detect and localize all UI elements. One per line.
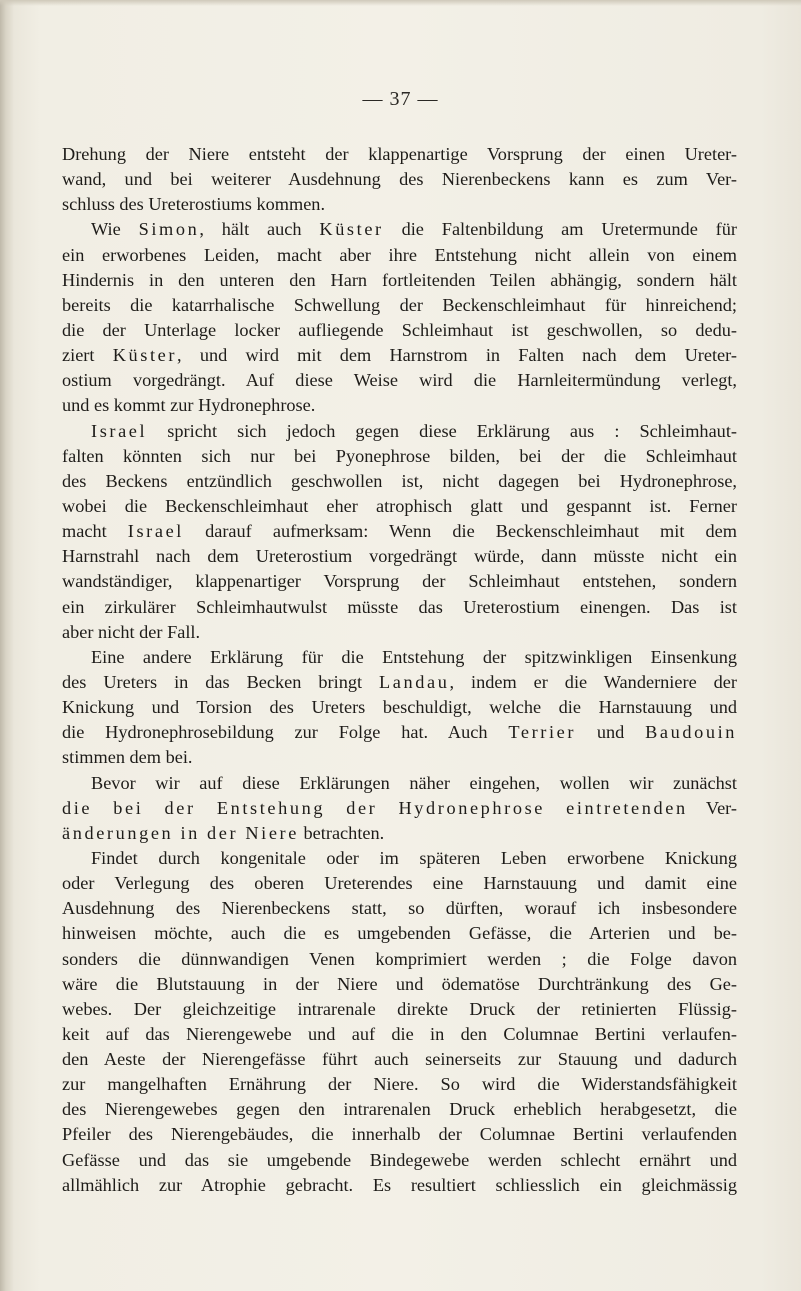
text-line: wandständiger, klappenartiger Vorsprung der Schleimhaut entstehen, sondern bbox=[62, 571, 737, 592]
text-line: schluss des Ureterostiums kommen. bbox=[62, 194, 326, 215]
text-line: Pfeiler des Nierengebäudes, die innerhalb der Columnae Bertini verlaufenden bbox=[62, 1124, 737, 1145]
text-line: die Hydronephrosebildung zur Folge hat. Auch Terrier und Baudouin bbox=[62, 722, 737, 743]
text-line: des Beckens entzündlich geschwollen ist, nicht dagegen bei Hydronephrose, bbox=[62, 470, 737, 491]
text-line: wand, und bei weiterer Ausdehnung des Nierenbeckens kann es zum Ver- bbox=[62, 169, 737, 190]
text-line: Drehung der Niere entsteht der klappenartige Vorsprung der einen Ureter- bbox=[62, 144, 737, 164]
author-name: Terrier bbox=[508, 722, 577, 743]
text-line: und es kommt zur Hydronephrose. bbox=[62, 395, 316, 416]
text-line: Ausdehnung des Nierenbeckens statt, so dürften, worauf ich insbesondere bbox=[62, 898, 737, 919]
text-line: Wie Simon, hält auch Küster die Faltenbildung am Uretermunde für bbox=[91, 219, 737, 240]
spine-shadow bbox=[0, 0, 14, 1291]
text-line: Findet durch kongenitale oder im späteren Leben erworbene Knickung bbox=[91, 847, 737, 868]
text-line: allmählich zur Atrophie gebracht. Es resultiert schliesslich ein gleichmässig bbox=[62, 1174, 737, 1195]
text-line: des Nierengewebes gegen den intrarenalen Druck erheblich herabgesetzt, die bbox=[62, 1099, 737, 1120]
text-line: sonders die dünnwandigen Venen komprimiert werden ; die Folge davon bbox=[62, 948, 737, 969]
text-line: ziert Küster, und wird mit dem Harnstrom in Falten nach dem Ureter- bbox=[62, 345, 737, 366]
text-line: Knickung und Torsion des Ureters beschuldigt, welche die Harnstauung und bbox=[62, 697, 737, 718]
text-line: Eine andere Erklärung für die Entstehung der spitzwinkligen Einsenkung bbox=[91, 646, 737, 667]
text-line: den Aeste der Nierengefässe führt auch seinerseits zur Stauung und dadurch bbox=[62, 1049, 737, 1070]
text-line: stimmen dem bei. bbox=[62, 747, 193, 768]
emphasized-text: die bei der Entstehung der Hydronephrose eintretenden bbox=[62, 797, 688, 818]
author-name: Küster bbox=[112, 345, 178, 366]
page-number: — 37 — bbox=[362, 88, 439, 110]
text-line: falten könnten sich nur bei Pyonephrose bilden, bei der die Schleimhaut bbox=[62, 445, 737, 466]
text-line: zur mangelhaften Ernährung der Niere. So wird die Widerstandsfähigkeit bbox=[62, 1074, 737, 1095]
text-line: änderungen in der Niere betrachten. bbox=[62, 822, 385, 843]
author-name: Baudouin bbox=[645, 722, 737, 743]
text-line: aber nicht der Fall. bbox=[62, 621, 201, 642]
body-text bbox=[62, 142, 737, 1198]
text-line: bereits die katarrhalische Schwellung der Beckenschleimhaut für hinreichend; bbox=[62, 294, 737, 315]
top-edge-shadow bbox=[0, 0, 801, 6]
text-line: ostium vorgedrängt. Auf diese Weise wird die Harnleitermündung verlegt, bbox=[62, 370, 737, 391]
text-line: Harnstrahl nach dem Ureterostium vorgedrängt würde, dann müsste nicht ein bbox=[62, 546, 737, 567]
author-name: Simon bbox=[138, 219, 200, 240]
text-line: die bei der Entstehung der Hydronephrose eintretenden Ver- bbox=[62, 797, 737, 818]
text-line: ein zirkulärer Schleimhautwulst müsste das Ureterostium einengen. Das ist bbox=[62, 596, 737, 617]
text-line: Israel spricht sich jedoch gegen diese Erklärung aus : Schleimhaut- bbox=[91, 420, 737, 441]
text-line: macht Israel darauf aufmerksam: Wenn die Beckenschleimhaut mit dem bbox=[62, 521, 737, 542]
text-line: oder Verlegung des oberen Ureterendes eine Harnstauung und damit eine bbox=[62, 873, 737, 894]
text-line: ein erworbenes Leiden, macht aber ihre Entstehung nicht allein von einem bbox=[62, 244, 737, 265]
text-line: webes. Der gleichzeitige intrarenale direkte Druck der retinierten Flüssig- bbox=[62, 998, 737, 1019]
text-line: wäre die Blutstauung in der Niere und ödematöse Durchtränkung des Ge- bbox=[62, 973, 737, 994]
author-name: Israel bbox=[127, 521, 184, 542]
text-line: wobei die Beckenschleimhaut eher atrophisch glatt und gespannt ist. Ferner bbox=[62, 495, 737, 516]
text-line: Bevor wir auf diese Erklärungen näher eingehen, wollen wir zunächst bbox=[91, 772, 737, 793]
author-name: Israel bbox=[91, 420, 148, 441]
emphasized-text: änderungen in der Niere bbox=[62, 822, 299, 843]
text-line: Gefässe und das sie umgebende Bindegewebe werden schlecht ernährt und bbox=[62, 1149, 737, 1170]
text-line: keit auf das Nierengewebe und auf die in den Columnae Bertini verlaufen- bbox=[62, 1023, 737, 1044]
author-name: Landau bbox=[379, 671, 450, 692]
text-line: hinweisen möchte, auch die es umgebenden Gefässe, die Arterien und be- bbox=[62, 923, 737, 944]
author-name: Küster bbox=[319, 219, 384, 240]
text-line: Hindernis in den unteren den Harn fortleitenden Teilen abhängig, sondern hält bbox=[62, 269, 737, 290]
text-line: die der Unterlage locker aufliegende Schleimhaut ist geschwollen, so dedu- bbox=[62, 319, 737, 340]
text-line: des Ureters in das Becken bringt Landau, indem er die Wanderniere der bbox=[62, 671, 737, 692]
